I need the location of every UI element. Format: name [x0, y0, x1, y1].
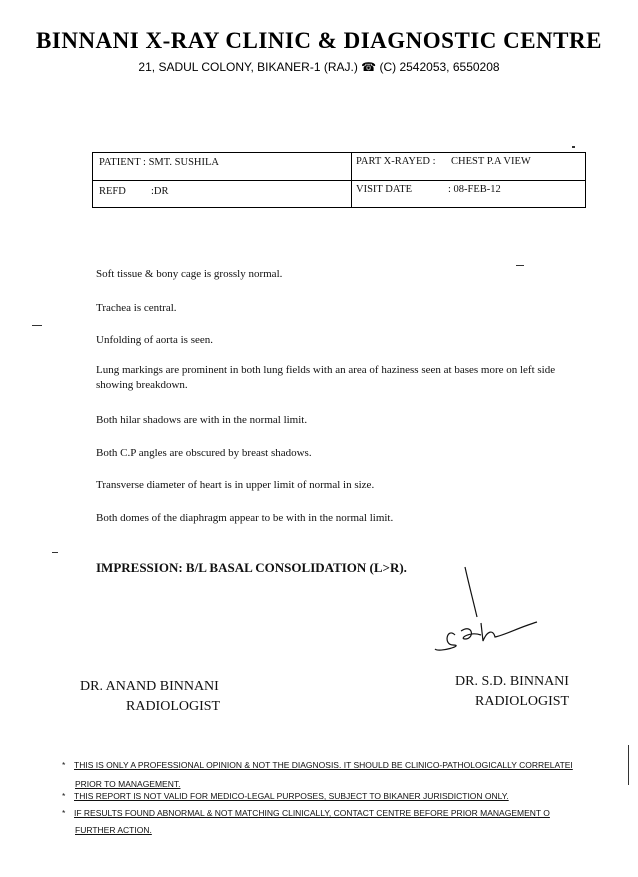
doctor-left: [80, 677, 220, 717]
telephone-icon: ☎: [361, 60, 377, 74]
bullet-star: *: [62, 760, 66, 770]
disclaimer-2-text: THIS REPORT IS NOT VALID FOR MEDICO-LEGAL PURPOSES, SUBJECT TO BIKANER JURISDICTION ONLY.: [74, 791, 509, 801]
doctor-right: [455, 672, 569, 712]
finding-item: Unfolding of aorta is seen.: [96, 334, 213, 346]
doctor-right-title: RADIOLOGIST: [475, 694, 570, 709]
scan-speck: [516, 265, 524, 266]
finding-item: Soft tissue & bony cage is grossly normal.: [96, 268, 283, 280]
part-xrayed-value: CHEST P.A VIEW: [451, 156, 531, 167]
clinic-address: [0, 60, 638, 74]
doctor-right-name: DR. S.D. BINNANI: [455, 674, 569, 689]
scan-speck: [572, 146, 575, 148]
finding-item: Both domes of the diaphragm appear to be with in the normal limit.: [96, 512, 394, 524]
disclaimer-1-continued: PRIOR TO MANAGEMENT.: [75, 779, 181, 789]
finding-item: Both hilar shadows are with in the normal limit.: [96, 414, 308, 426]
disclaimer-3-continued: FURTHER ACTION.: [75, 825, 152, 835]
patient-info-table: [92, 152, 586, 208]
doctor-left-name: DR. ANAND BINNANI: [80, 679, 219, 694]
disclaimer-3-text: IF RESULTS FOUND ABNORMAL & NOT MATCHING CLINICALLY, CONTACT CENTRE BEFORE PRIOR MANAGEMENT O: [74, 808, 550, 818]
finding-item: Lung markings are prominent in both lung fields with an area of haziness seen at bases more on left side showing breakdown.: [96, 364, 556, 391]
visit-date-label: VISIT DATE: [356, 184, 413, 195]
finding-item: Both C.P angles are obscured by breast shadows.: [96, 447, 312, 459]
signature-icon: [425, 565, 555, 660]
phone-numbers: (C) 2542053, 6550208: [379, 60, 500, 74]
table-divider-horizontal: [93, 180, 585, 181]
disclaimer-2: [62, 791, 509, 801]
refd-label: REFD: [99, 186, 126, 197]
doctor-left-title: RADIOLOGIST: [126, 699, 221, 714]
disclaimer-1-text: THIS IS ONLY A PROFESSIONAL OPINION & NOT THE DIAGNOSIS. IT SHOULD BE CLINICO-PATHOLOGICALLY CORRELATEI: [74, 760, 573, 770]
address-text: 21, SADUL COLONY, BIKANER-1 (RAJ.): [138, 60, 358, 74]
bullet-star: *: [62, 791, 66, 801]
disclaimer-1: [62, 760, 573, 770]
patient-name: PATIENT : SMT. SUSHILA: [99, 157, 219, 168]
disclaimer-3: [62, 808, 550, 818]
bullet-star: *: [62, 808, 66, 818]
clinic-name: BINNANI X-RAY CLINIC & DIAGNOSTIC CENTRE: [36, 28, 602, 53]
impression: IMPRESSION: B/L BASAL CONSOLIDATION (L>R).: [96, 560, 407, 575]
part-xrayed-label: PART X-RAYED :: [356, 156, 436, 167]
finding-item: Transverse diameter of heart is in upper limit of normal in size.: [96, 479, 375, 491]
scan-speck: [52, 552, 58, 553]
scan-speck: [628, 745, 629, 785]
finding-item: Trachea is central.: [96, 302, 177, 314]
table-divider-vertical: [351, 153, 352, 207]
visit-date-value: : 08-FEB-12: [448, 184, 501, 195]
scan-speck: [32, 325, 42, 326]
refd-value: :DR: [151, 186, 169, 197]
